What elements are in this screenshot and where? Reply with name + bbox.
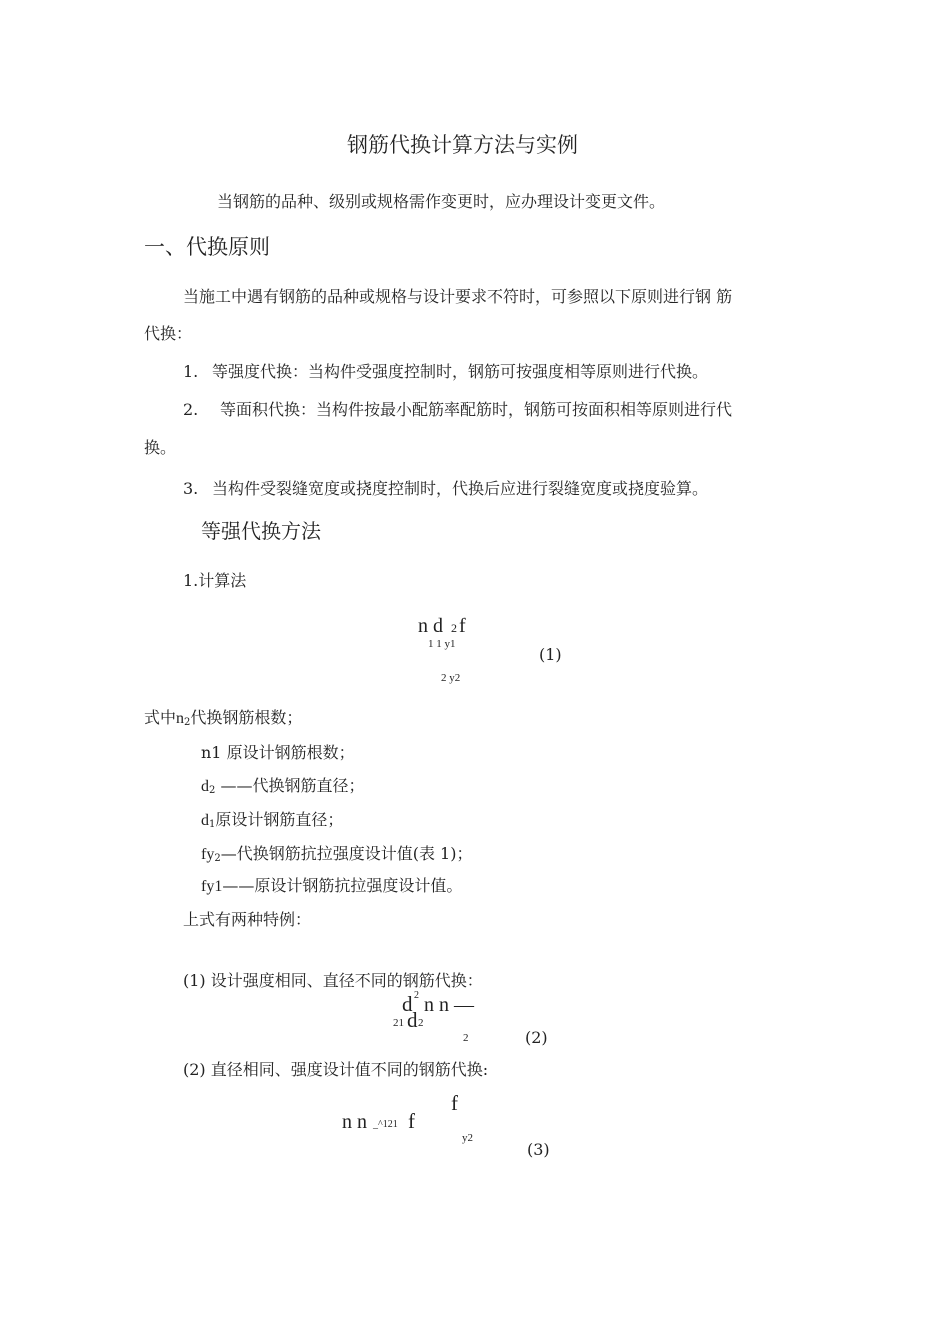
where-fy2: $fy_2—$代换钢筋抗拉强度设计值(表 1)； [201, 844, 473, 864]
formula-2-d2sub: 2 [418, 1017, 424, 1029]
formula-3-mid: _^121 [373, 1119, 398, 1130]
formula-2-d: d [402, 992, 413, 1016]
list-item-equal-area: 等面积代换：当构件按最小配筋率配筋时，钢筋可按面积相等原则进行代 [220, 400, 733, 419]
formula-2-rest: n n — [424, 994, 474, 1016]
where-n1: n1 原设计钢筋根数； [201, 743, 355, 762]
principles-paragraph-line2: 代换： [144, 324, 193, 343]
formula-2-sup: 2 [414, 990, 419, 1001]
list-item-number: 3. [183, 479, 199, 498]
formula-1-sub: 2 [451, 621, 457, 635]
formula-1-number: (1) [539, 645, 562, 664]
formula-3-f: f [408, 1109, 415, 1133]
list-item-number: 2. [183, 400, 199, 419]
list-item-equal-strength: 等强度代换：当构件受强度控制时，钢筋可按强度相等原则进行代换。 [212, 362, 709, 381]
method-calculation-label: 1.计算法 [183, 571, 247, 590]
principles-paragraph-line1: 当施工中遇有钢筋的品种或规格与设计要求不符时，可参照以下原则进行钢 筋 [183, 287, 733, 306]
where-fy1: fy1——原设计钢筋抗拉强度设计值。 [201, 876, 463, 895]
section-heading-principles: 一、代换原则 [144, 235, 270, 259]
formula-3-top: f [451, 1091, 458, 1115]
list-item-equal-area-cont: 换。 [144, 438, 177, 457]
page-title: 钢筋代换计算方法与实例 [347, 133, 578, 157]
where-d1: $d_1$原设计钢筋直径； [201, 810, 344, 830]
section-heading-method: 等强代换方法 [201, 519, 321, 543]
case-1-label: (1) 设计强度相同、直径不同的钢筋代换： [183, 971, 483, 990]
where-n2: 式中$n_2$代换钢筋根数； [144, 708, 303, 728]
formula-2-bottom: 2 [463, 1032, 469, 1044]
formula-3-bottom: y2 [462, 1132, 473, 1144]
list-item-number: 1. [183, 362, 199, 381]
formula-1-row3: 2 y2 [441, 672, 461, 684]
intro-paragraph: 当钢筋的品种、级别或规格需作变更时，应办理设计变更文件。 [217, 192, 666, 211]
case-2-label: (2) 直径相同、强度设计值不同的钢筋代换: [183, 1060, 489, 1079]
formula-3-main: n n [342, 1111, 367, 1133]
formula-2-number: (2) [525, 1028, 548, 1047]
formula-2-d2: d [407, 1008, 418, 1032]
formula-1-f: f [459, 615, 466, 637]
where-d2: $d_2$ ——代换钢筋直径； [201, 776, 365, 796]
special-cases-intro: 上式有两种特例： [183, 910, 312, 929]
formula-2-left: 21 [393, 1017, 404, 1029]
formula-1-row2: 1 1 y1 [428, 638, 456, 650]
formula-1-main: n d [418, 615, 443, 637]
list-item-crack-width: 当构件受裂缝宽度或挠度控制时，代换后应进行裂缝宽度或挠度验算。 [212, 479, 709, 498]
formula-3-number: (3) [527, 1140, 550, 1159]
